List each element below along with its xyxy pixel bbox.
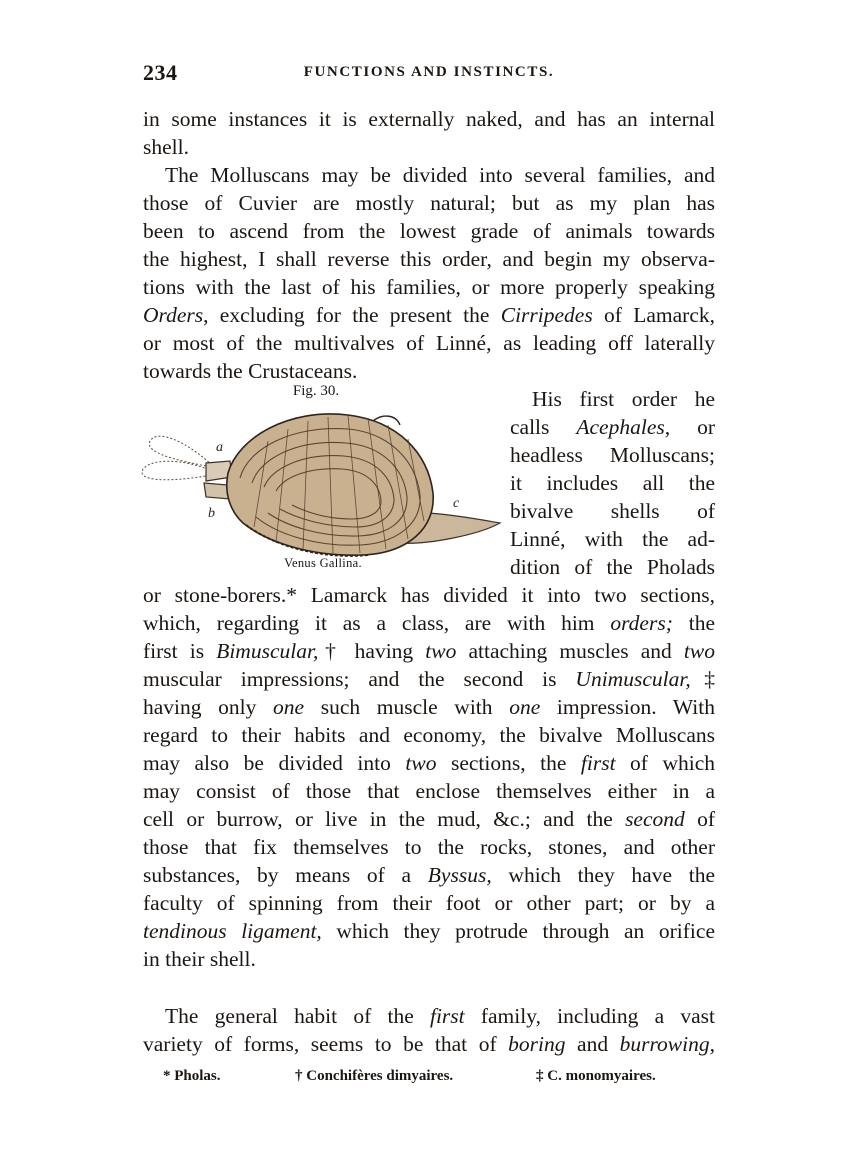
text-line bbox=[143, 609, 715, 637]
text-line bbox=[143, 665, 715, 693]
text-span: or bbox=[670, 415, 715, 439]
text-span: such muscle with bbox=[304, 695, 510, 719]
text-span: cell or burrow, or live in the mud, &c.; and the bbox=[143, 807, 626, 831]
italic-term: two bbox=[405, 751, 437, 775]
figure-letter-b: b bbox=[208, 506, 215, 521]
footnote-pholas: * Pholas. bbox=[163, 1068, 221, 1084]
text-line: tions with the last of his families, or more properly speaking bbox=[143, 275, 715, 299]
text-line: His first order he bbox=[532, 387, 715, 411]
text-span: † having bbox=[318, 639, 426, 663]
footnotes bbox=[143, 1068, 715, 1092]
figure-caption: Venus Gallina. bbox=[284, 556, 362, 570]
text-span: and bbox=[565, 1032, 620, 1056]
text-line: Linné, with the ad- bbox=[510, 527, 715, 551]
text-span: muscular impressions; and the second is bbox=[143, 667, 576, 691]
text-line bbox=[143, 917, 715, 945]
text-line: those that fix themselves to the rocks, stones, and other bbox=[143, 835, 715, 859]
italic-term: tendinous ligament, bbox=[143, 919, 322, 943]
running-head: FUNCTIONS AND INSTINCTS. bbox=[303, 64, 555, 80]
page-number: 234 bbox=[143, 60, 178, 85]
text-span: of Lamarck, bbox=[592, 303, 715, 327]
text-line: bivalve shells of bbox=[510, 499, 715, 523]
text-line: towards the Crustaceans. bbox=[143, 359, 358, 383]
text-span: impression. With bbox=[540, 695, 715, 719]
italic-term: Cirripedes bbox=[500, 303, 593, 327]
italic-term: Orders bbox=[143, 303, 204, 327]
text-line: in some instances it is externally naked, and has an internal bbox=[143, 107, 715, 131]
text-span: which they have the bbox=[491, 863, 715, 887]
shell-illustration bbox=[128, 403, 508, 563]
text-line bbox=[143, 749, 715, 777]
text-line: or most of the multivalves of Linné, as leading off laterally bbox=[143, 331, 715, 355]
text-line: shell. bbox=[143, 135, 189, 159]
text-line: the highest, I shall reverse this order, and begin my observa- bbox=[143, 247, 715, 271]
text-line: it includes all the bbox=[510, 471, 715, 495]
page-header bbox=[143, 60, 715, 86]
text-span: family, including a vast bbox=[464, 1004, 715, 1028]
text-line: been to ascend from the lowest grade of animals towards bbox=[143, 219, 715, 243]
text-line: in their shell. bbox=[143, 947, 256, 971]
text-span: may also be divided into bbox=[143, 751, 406, 775]
italic-term: Bimuscular, bbox=[216, 639, 319, 663]
italic-term: Unimuscular, bbox=[575, 667, 691, 691]
italic-term: two bbox=[425, 639, 457, 663]
text-span: of bbox=[684, 807, 715, 831]
text-span: sections, the bbox=[436, 751, 581, 775]
text-span: calls bbox=[510, 415, 577, 439]
italic-term: Acephales, bbox=[576, 415, 671, 439]
text-span: which they protrude through an orifice bbox=[321, 919, 715, 943]
text-span: substances, by means of a bbox=[143, 863, 428, 887]
italic-term: orders; bbox=[610, 611, 673, 635]
text-line: those of Cuvier are mostly natural; but as my plan has bbox=[143, 191, 715, 215]
italic-term: first bbox=[429, 1004, 465, 1028]
text-span: which, regarding it as a class, are with him bbox=[143, 611, 611, 635]
figure-letter-a: a bbox=[216, 440, 223, 455]
italic-term: one bbox=[273, 695, 305, 719]
text-line: dition of the Pholads bbox=[510, 555, 715, 579]
text-span: the bbox=[672, 611, 715, 635]
text-line bbox=[143, 805, 715, 833]
figure-venus-gallina bbox=[128, 383, 508, 583]
text-span: attaching muscles and bbox=[456, 639, 684, 663]
text-span: of which bbox=[615, 751, 715, 775]
text-line: may consist of those that enclose themselves either in a bbox=[143, 779, 715, 803]
text-span: variety of forms, seems to be that of bbox=[143, 1032, 509, 1056]
text-line: faculty of spinning from their foot or other part; or by a bbox=[143, 891, 715, 915]
footnote-conchiferes: † Conchifères dimyaires. bbox=[295, 1068, 454, 1084]
figure-letter-c: c bbox=[453, 496, 460, 511]
footnote-monomyaires: ‡ C. monomyaires. bbox=[536, 1068, 656, 1084]
text-line bbox=[143, 861, 715, 889]
italic-term: Byssus, bbox=[427, 863, 492, 887]
italic-term: first bbox=[580, 751, 616, 775]
text-span: first is bbox=[143, 639, 217, 663]
text-line: headless Molluscans; bbox=[510, 443, 715, 467]
text-line: regard to their habits and economy, the bivalve Molluscans bbox=[143, 723, 715, 747]
text-line bbox=[143, 1030, 715, 1058]
italic-term: second bbox=[625, 807, 685, 831]
italic-term: boring bbox=[508, 1032, 566, 1056]
figure-label: Fig. 30. bbox=[292, 383, 340, 399]
text-line: The Molluscans may be divided into several families, and bbox=[165, 163, 715, 187]
text-line bbox=[510, 413, 715, 441]
italic-term: one bbox=[509, 695, 541, 719]
text-line bbox=[143, 693, 715, 721]
italic-term: burrowing, bbox=[619, 1032, 715, 1056]
text-line bbox=[143, 1002, 715, 1030]
text-span: The general habit of the bbox=[165, 1004, 430, 1028]
text-line: or stone-borers.* Lamarck has divided it into two sections, bbox=[143, 583, 715, 607]
text-line bbox=[143, 637, 715, 665]
italic-term: two bbox=[683, 639, 715, 663]
text-span: , excluding for the present the bbox=[203, 303, 501, 327]
text-span: ‡ bbox=[690, 667, 716, 691]
text-line bbox=[143, 301, 715, 329]
text-span: having only bbox=[143, 695, 274, 719]
